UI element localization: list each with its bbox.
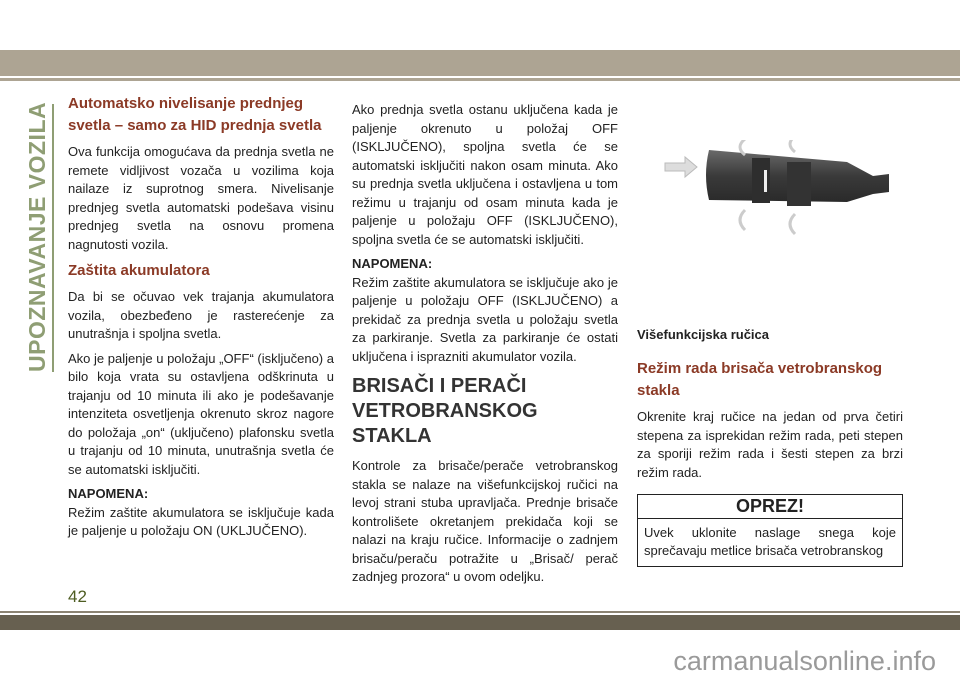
column-1 — [68, 93, 334, 547]
note-text: Režim zaštite akumulatora se isključuje kada je paljenje u položaju ON (UKLJUČENO). — [68, 504, 334, 538]
page-number: 42 — [68, 587, 87, 606]
caution-box — [637, 494, 903, 567]
footer-stripe — [0, 611, 960, 613]
note-label: NAPOMENA: — [352, 256, 433, 271]
heading-battery-protection: Zaštita akumulatora — [68, 262, 210, 279]
caution-title: OPREZ! — [638, 495, 902, 519]
heading-wipers-washers: BRISAČI I PERAČI VETROBRANSKOG STAKLA — [352, 375, 538, 447]
watermark: carmanualsonline.info — [673, 646, 936, 676]
note-text: Režim zaštite akumulatora se isključuje ako je paljenje u položaju OFF (ISKLJUČENO) a prekidač za prednja svetla u položaju svetla za parkiranje. Svetla za parkiranje će ostati uključena i isprazniti akumulator vozila. — [352, 274, 618, 364]
caution-text: Uvek uklonite naslage snega koje sprečavaju metlice brisača vetrobranskog — [644, 524, 896, 558]
paragraph: Ako prednja svetla ostanu uključena kada je paljenje okrenuto u položaj OFF (ISKLJUČENO), spoljna svetla će se automatski isključiti nakon osam minuta. Ako su prednja svetla uključena i ostavljena u tom režimu u trajanju od osam minuta kada je paljenje u položaju OFF (ISKLJUČENO), spoljna svetla će se automatski isključiti. — [352, 102, 618, 247]
paragraph: Ako je paljenje u položaju „OFF“ (isključeno) a bilo koja vrata su ostavljena odškrinuta u trajanju od 10 minuta ili ako je podešavanje intenziteta osvetljenja okrenuto skroz nagore do položaja „on“ (uključeno) plafonsku svetla u trajanju od 10 minuta, unutrašnja svetla će se automatski isključiti. — [68, 350, 334, 477]
heading-headlight-leveling: Automatsko nivelisanje prednjeg svetla – samo za HID prednja svetla — [68, 95, 322, 134]
paragraph: Ova funkcija omogućava da prednja svetla ne remete vidljivost vozača u vozilima koja nailaze iz suprotnog smera. Nivelisanje prednjeg svetla automatski podešava visinu prednjeg svetla na osnovu promena nagnutosti vozila. — [68, 144, 334, 252]
section-tab: UPOZNAVANJE VOZILA — [24, 101, 50, 372]
paragraph: Okrenite kraj ručice na jedan od prva četiri stepena za isprekidan režim rada, peti stepen za sporiji režim rada i šesti stepen za brzi režim rada. — [637, 409, 903, 480]
section-tab-line — [52, 104, 54, 372]
heading-wiper-mode: Režim rada brisača vetrobranskog stakla — [637, 360, 883, 399]
column-3 — [637, 140, 903, 567]
figure-caption: Višefunkcijska ručica — [637, 326, 770, 342]
multifunction-lever-image — [637, 140, 902, 320]
header-stripe — [0, 78, 960, 81]
header-band — [0, 50, 960, 76]
note-label: NAPOMENA: — [68, 486, 149, 501]
paragraph: Da bi se očuvao vek trajanja akumulatora vozila, obezbeđeno je rasterećenje za unutrašnja i spoljna svetla. — [68, 289, 334, 341]
column-2 — [352, 101, 618, 593]
paragraph: Kontrole za brisače/perače vetrobranskog stakla se nalaze na višefunkcijskoj ručici na levoj strani stuba upravljača. Prednje brisače kontrolišete okretanjem prekidača koji se nalazi na kraju ručice. Informacije o zadnjem brisaču/peraču potražite u „Brisač/ perač zadnjeg prozora“ u ovom odeljku. — [352, 458, 618, 584]
footer-band — [0, 615, 960, 630]
